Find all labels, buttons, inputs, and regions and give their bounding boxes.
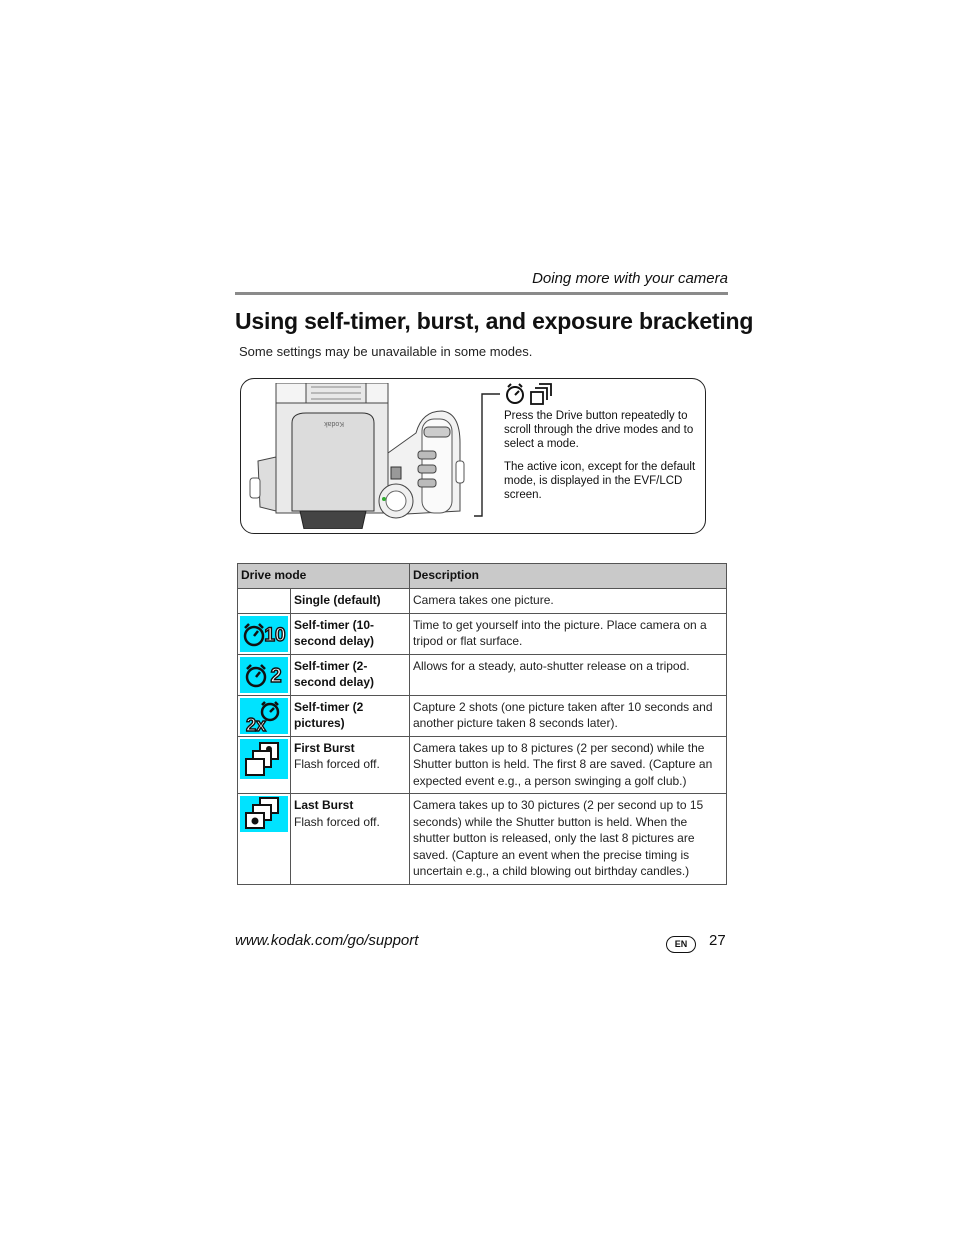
mode-description: Capture 2 shots (one picture taken after 10 seconds and another picture taken 8 seconds later). bbox=[410, 695, 727, 736]
row-icon-cell bbox=[238, 589, 291, 614]
mode-description: Time to get yourself into the picture. Place camera on a tripod or flat surface. bbox=[410, 613, 727, 654]
mode-name: Self-timer (2-second delay) bbox=[294, 658, 375, 689]
table-row bbox=[238, 613, 727, 654]
row-icon-cell bbox=[238, 695, 291, 736]
row-mode-cell bbox=[291, 613, 410, 654]
drive-button-icons bbox=[505, 382, 557, 406]
burst-glyph-icon bbox=[531, 384, 551, 404]
header-drive-mode: Drive mode bbox=[238, 564, 410, 589]
camera-top-view-illustration bbox=[246, 383, 474, 529]
row-mode-cell bbox=[291, 589, 410, 614]
language-badge: EN bbox=[666, 936, 696, 953]
section-header: Doing more with your camera bbox=[532, 270, 728, 287]
mode-name: Self-timer (10-second delay) bbox=[294, 617, 375, 648]
mode-name: Self-timer (2 pictures) bbox=[294, 699, 364, 730]
svg-text:2x: 2x bbox=[245, 714, 267, 734]
header-rule bbox=[235, 292, 728, 295]
mode-name: Last Burst bbox=[294, 798, 354, 812]
mode-description: Camera takes up to 8 pictures (2 per second) while the Shutter button is held. The first 8 are saved. (Capture an expected event e.g., a person swinging a golf club.) bbox=[410, 736, 727, 794]
self-timer-2x-icon bbox=[240, 698, 288, 734]
callout-active-icon-note: The active icon, except for the default mode, is displayed in the EVF/LCD screen. bbox=[504, 461, 696, 501]
page-subtitle: Some settings may be unavailable in some modes. bbox=[239, 344, 533, 359]
svg-text:10: 10 bbox=[264, 624, 286, 646]
svg-text:2: 2 bbox=[270, 664, 282, 687]
svg-text:Kodak: Kodak bbox=[324, 420, 344, 427]
self-timer-2-icon bbox=[240, 657, 288, 693]
row-icon-cell bbox=[238, 613, 291, 654]
self-timer-10-icon bbox=[240, 616, 288, 652]
table-row bbox=[238, 589, 727, 614]
mode-note: Flash forced off. bbox=[294, 814, 380, 829]
table-row bbox=[238, 794, 727, 885]
callout-drive-instructions: Press the Drive button repeatedly to scroll through the drive modes and to select a mode. bbox=[504, 410, 694, 450]
mode-description: Camera takes one picture. bbox=[410, 589, 727, 614]
table-header-row bbox=[238, 564, 727, 589]
first-burst-icon bbox=[240, 739, 288, 779]
last-burst-icon bbox=[240, 796, 288, 832]
page-number: 27 bbox=[709, 932, 726, 949]
row-icon-cell bbox=[238, 794, 291, 885]
page-title: Using self-timer, burst, and exposure bracketing bbox=[235, 308, 754, 334]
row-mode-cell bbox=[291, 654, 410, 695]
row-mode-cell bbox=[291, 794, 410, 885]
row-mode-cell bbox=[291, 736, 410, 794]
row-icon-cell bbox=[238, 736, 291, 794]
table-row bbox=[238, 654, 727, 695]
mode-description: Camera takes up to 30 pictures (2 per second up to 15 seconds) while the Shutter button is held. When the shutter button is released, only the last 8 pictures are saved. (Capture an event when the precise timing is uncertain e.g., a child blowing out birthday candles.) bbox=[410, 794, 727, 885]
support-url[interactable]: www.kodak.com/go/support bbox=[235, 932, 419, 949]
header-description: Description bbox=[410, 564, 727, 589]
row-mode-cell bbox=[291, 695, 410, 736]
table-row bbox=[238, 695, 727, 736]
mode-name: First Burst bbox=[294, 740, 355, 755]
row-icon-cell bbox=[238, 654, 291, 695]
callout-leader-line bbox=[472, 392, 502, 518]
self-timer-glyph-icon bbox=[507, 384, 523, 403]
drive-mode-table bbox=[237, 563, 727, 885]
mode-name: Single (default) bbox=[294, 593, 381, 607]
mode-description: Allows for a steady, auto-shutter release on a tripod. bbox=[410, 654, 727, 695]
mode-note: Flash forced off. bbox=[294, 757, 380, 771]
table-row bbox=[238, 736, 727, 794]
